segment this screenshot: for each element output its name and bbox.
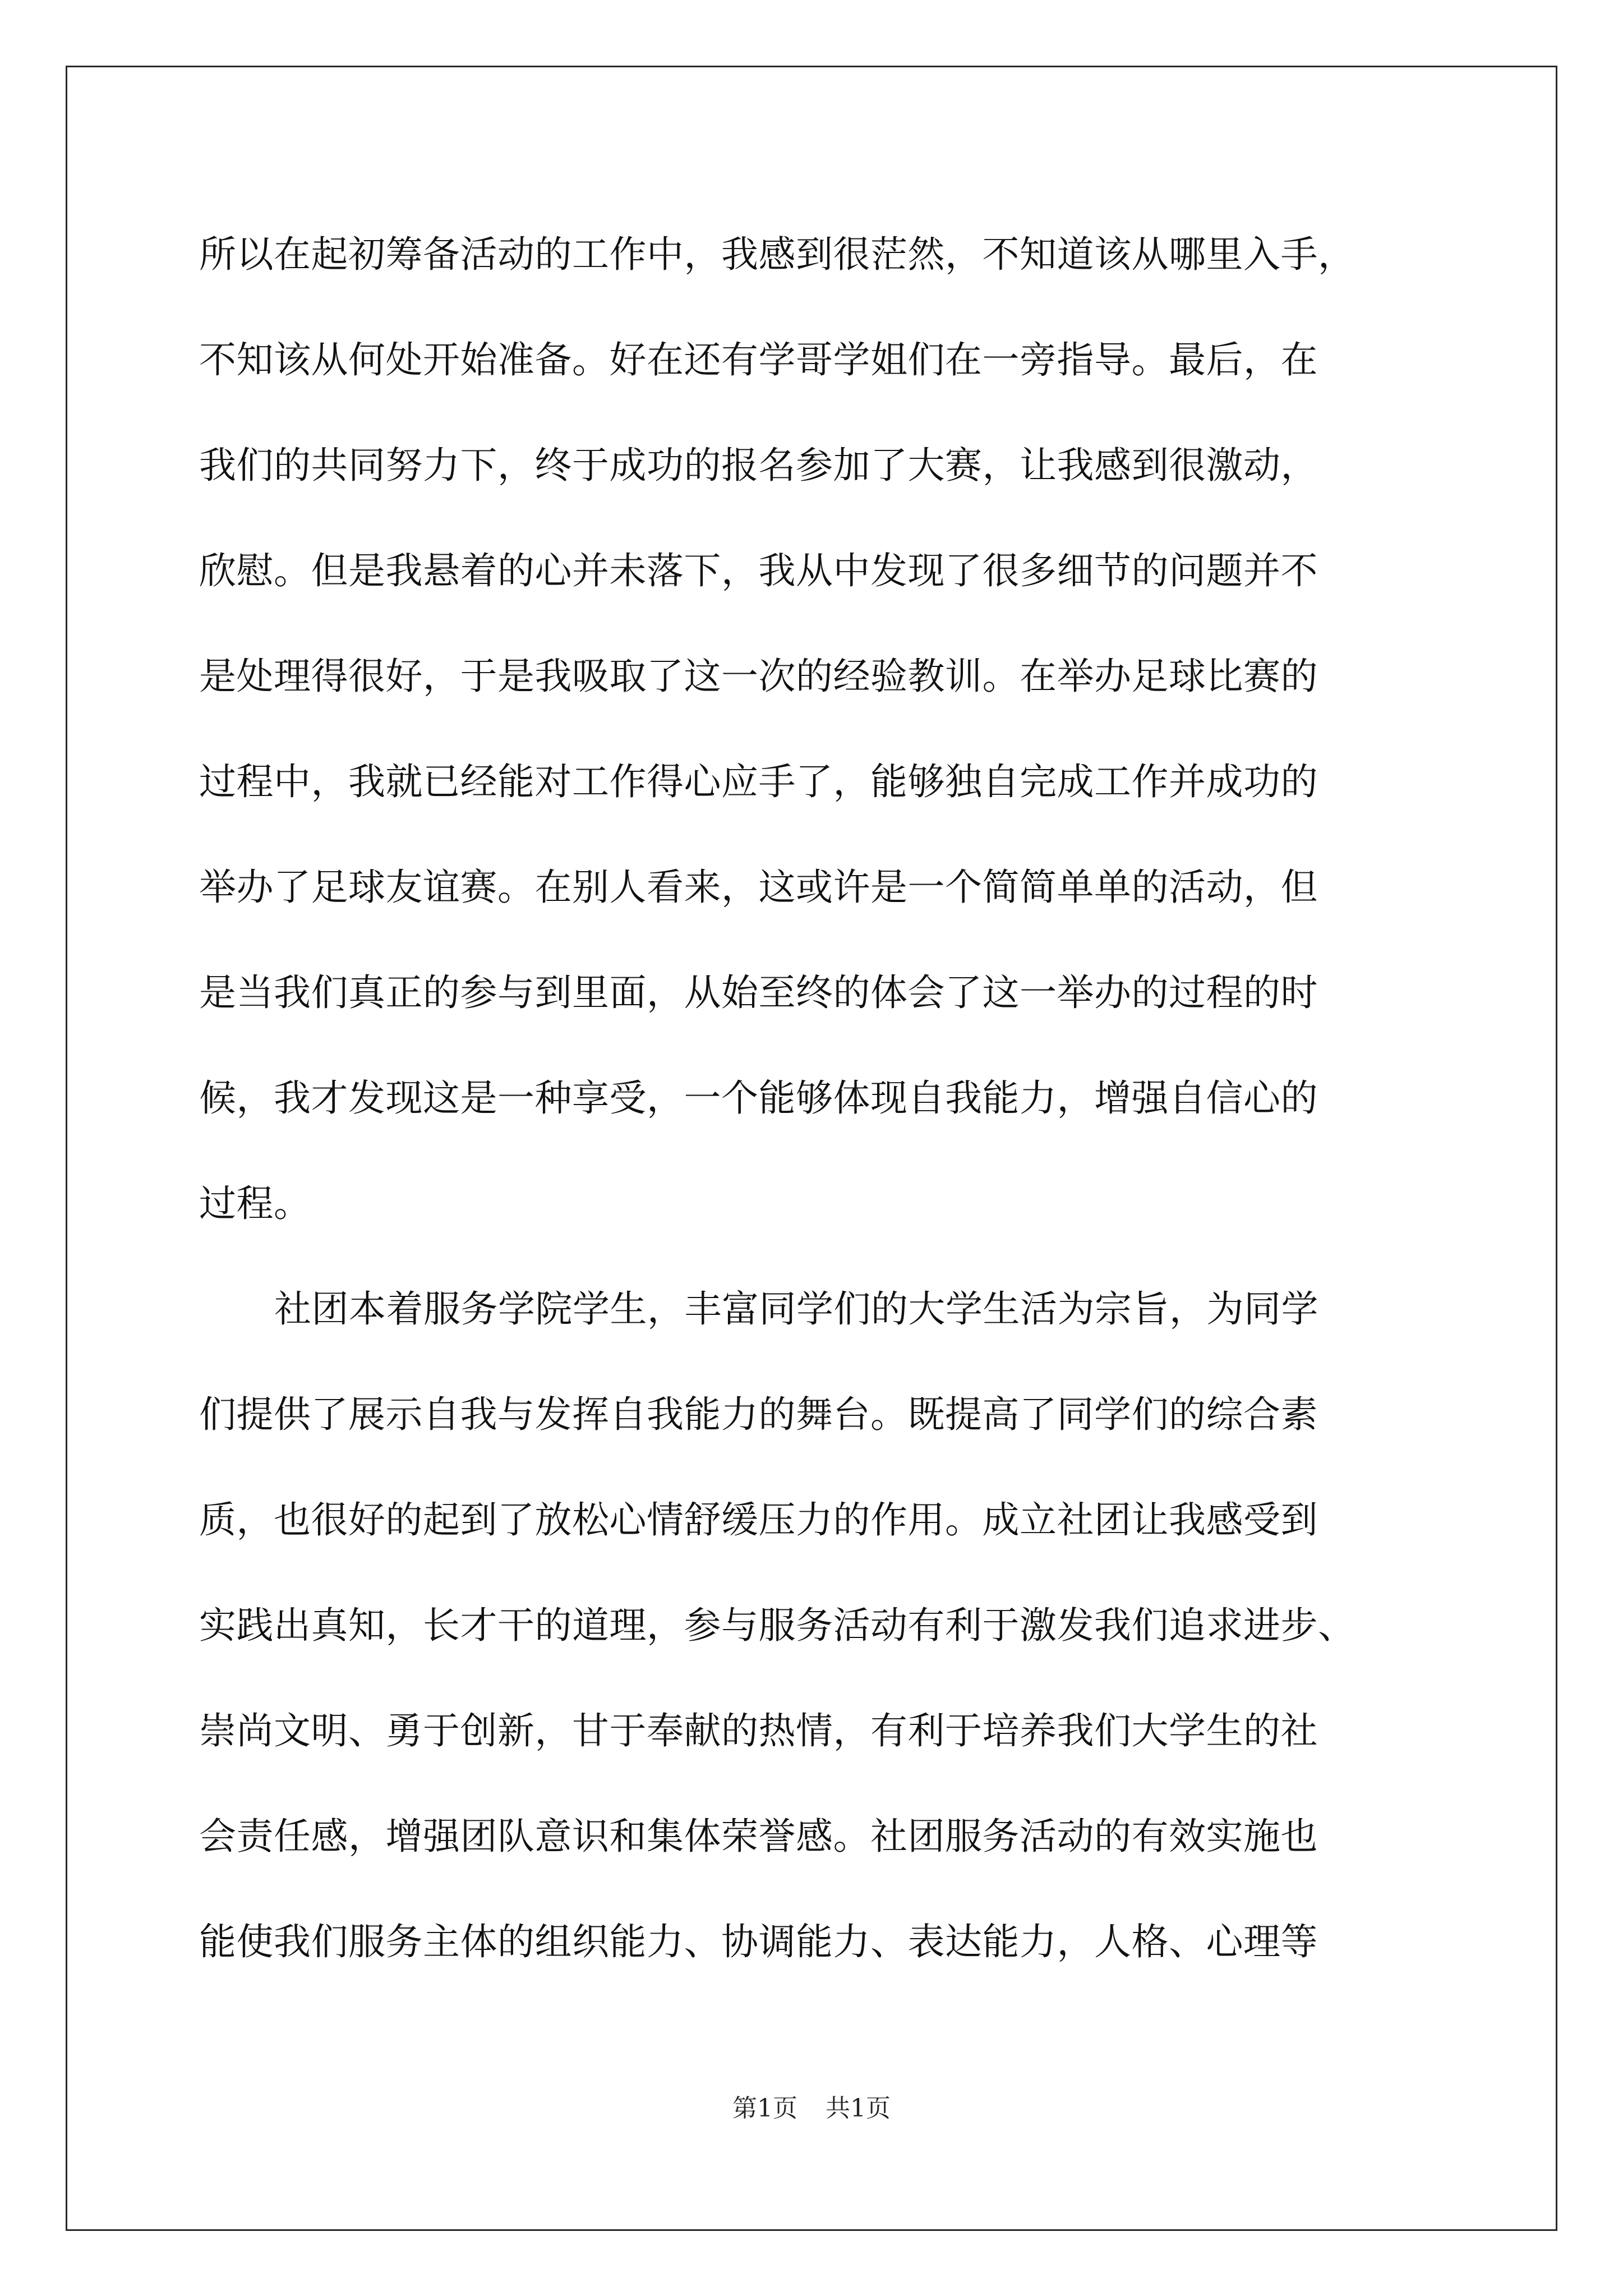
text-line: 会责任感，增强团队意识和集体荣誉感。社团服务活动的有效实施也 [199,1815,1318,1858]
page-number: 第1页 [732,2094,797,2123]
text-line: 能使我们服务主体的组织能力、协调能力、表达能力，人格、心理等 [199,1920,1318,1963]
text-line: 是处理得很好，于是我吸取了这一次的经验教训。在举办足球比赛的 [199,655,1318,698]
text-line: 欣慰。但是我悬着的心并未落下，我从中发现了很多细节的问题并不 [199,549,1318,592]
page-total: 共1页 [826,2094,891,2123]
document-body [199,202,1436,1995]
text-line: 过程。 [199,1182,311,1225]
text-line: 们提供了展示自我与发挥自我能力的舞台。既提高了同学们的综合素 [199,1393,1318,1436]
page-footer [0,2088,1623,2124]
text-line: 质，也很好的起到了放松心情舒缓压力的作用。成立社团让我感受到 [199,1498,1318,1542]
text-line: 举办了足球友谊赛。在别人看来，这或许是一个简简单单的活动，但 [199,866,1318,909]
text-line: 过程中，我就已经能对工作得心应手了，能够独自完成工作并成功的 [199,760,1318,803]
text-line: 社团本着服务学院学生，丰富同学们的大学生活为宗旨，为同学 [274,1287,1318,1331]
text-line: 实践出真知，长才干的道理，参与服务活动有利于激发我们追求进步、 [199,1604,1355,1647]
text-line: 所以在起初筹备活动的工作中，我感到很茫然，不知道该从哪里入手， [199,233,1355,276]
text-line: 候，我才发现这是一种享受，一个能够体现自我能力，增强自信心的 [199,1076,1318,1120]
text-line: 不知该从何处开始准备。好在还有学哥学姐们在一旁指导。最后，在 [199,338,1318,381]
text-line: 崇尚文明、勇于创新，甘于奉献的热情，有利于培养我们大学生的社 [199,1709,1318,1752]
text-line: 是当我们真正的参与到里面，从始至终的体会了这一举办的过程的时 [199,971,1318,1014]
text-line: 我们的共同努力下，终于成功的报名参加了大赛，让我感到很激动， [199,444,1318,487]
